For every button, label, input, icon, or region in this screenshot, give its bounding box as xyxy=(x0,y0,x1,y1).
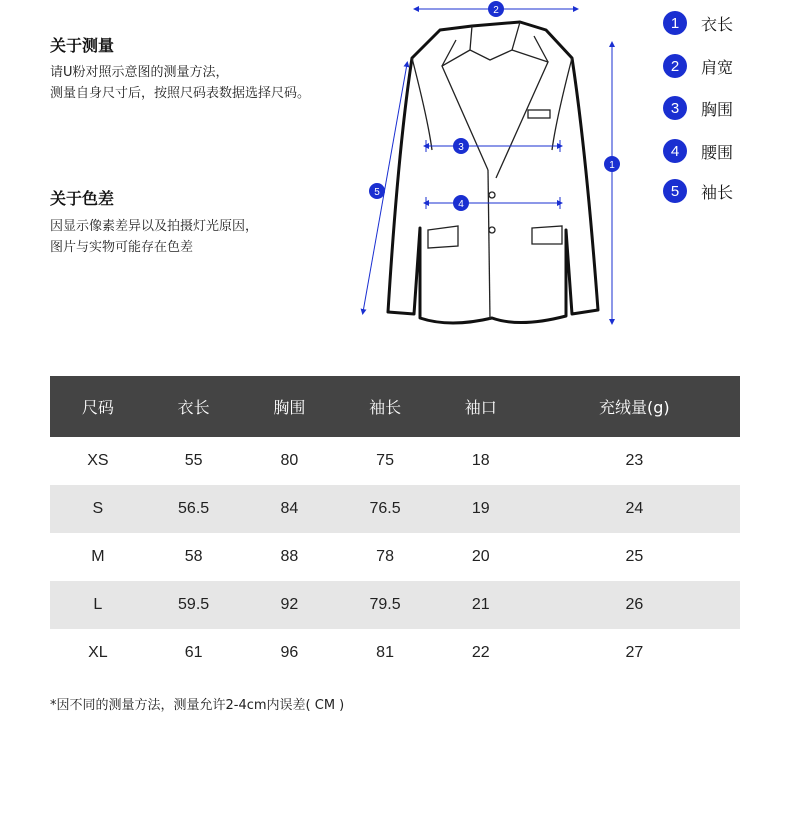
legend-label: 胸围 xyxy=(701,99,734,119)
legend-item-chest xyxy=(663,96,733,120)
legend-label: 袖长 xyxy=(701,182,734,202)
marker-3: 3 xyxy=(458,142,464,153)
table-row xyxy=(50,629,740,677)
marker-1: 1 xyxy=(609,160,615,171)
header-sleeve: 袖长 xyxy=(337,376,433,437)
table-cell: 75 xyxy=(376,452,394,469)
legend-item-sleeve xyxy=(663,179,733,203)
legend-label: 衣长 xyxy=(701,14,734,34)
table-cell: 22 xyxy=(471,644,490,661)
color-diff-line-1: 因显示像素差异以及拍摄灯光原因， xyxy=(50,219,259,234)
measurement-note: *因不同的测量方法，测量允许2-4cm内误差( CM ) xyxy=(50,698,345,713)
table-cell: 76.5 xyxy=(337,485,433,533)
table-cell: 96 xyxy=(280,644,299,661)
header-cuff: 袖口 xyxy=(433,376,529,437)
table-cell: 20 xyxy=(471,548,490,565)
table-cell: 92 xyxy=(241,581,337,629)
header-chest: 胸围 xyxy=(241,376,337,437)
legend-num: 4 xyxy=(663,139,687,163)
table-header-row xyxy=(50,376,740,437)
legend-num: 1 xyxy=(663,11,687,35)
header-size: 尺码 xyxy=(50,376,146,437)
table-cell: 80 xyxy=(280,452,299,469)
table-cell: XS xyxy=(87,452,109,469)
measure-text xyxy=(50,62,310,104)
table-cell: 59.5 xyxy=(146,581,242,629)
header-down-fill: 充绒量(g) xyxy=(529,376,740,437)
jacket-outline xyxy=(388,22,598,323)
table-row xyxy=(50,581,740,629)
table-row xyxy=(50,485,740,533)
table-cell: 88 xyxy=(280,548,299,565)
legend-num: 5 xyxy=(663,179,687,203)
table-cell: 26 xyxy=(529,581,740,629)
table-cell: 24 xyxy=(529,485,740,533)
table-cell: 79.5 xyxy=(337,581,433,629)
color-diff-title: 关于色差 xyxy=(50,189,115,208)
table-cell: 78 xyxy=(376,548,394,565)
marker-4: 4 xyxy=(458,199,464,210)
table-cell: 84 xyxy=(241,485,337,533)
color-diff-line-2: 图片与实物可能存在色差 xyxy=(50,240,194,255)
table-cell: 21 xyxy=(433,581,529,629)
marker-5: 5 xyxy=(374,187,380,198)
color-diff-text xyxy=(50,216,258,258)
table-cell: 61 xyxy=(184,644,203,661)
table-cell: M xyxy=(91,548,105,565)
table-cell: 23 xyxy=(625,452,644,469)
legend-label: 肩宽 xyxy=(701,57,734,77)
table-row xyxy=(50,533,740,581)
table-cell: 27 xyxy=(625,644,644,661)
table-cell: XL xyxy=(88,644,108,661)
marker-2: 2 xyxy=(493,5,499,16)
legend-num: 2 xyxy=(663,54,687,78)
table-cell: 55 xyxy=(184,452,203,469)
table-cell: 19 xyxy=(433,485,529,533)
table-cell: 18 xyxy=(471,452,490,469)
table-cell: 25 xyxy=(625,548,644,565)
size-table xyxy=(50,376,740,677)
header-length: 衣长 xyxy=(146,376,242,437)
table-cell: S xyxy=(50,485,146,533)
table-cell: L xyxy=(50,581,146,629)
table-row xyxy=(50,437,740,485)
legend-item-length xyxy=(663,11,733,35)
table-cell: 56.5 xyxy=(146,485,242,533)
measure-line-2: 测量自身尺寸后，按照尺码表数据选择尺码。 xyxy=(50,86,311,101)
jacket-diagram xyxy=(355,0,625,336)
legend-num: 3 xyxy=(663,96,687,120)
measure-line-1: 请U粉对照示意图的测量方法， xyxy=(50,65,229,80)
table-cell: 81 xyxy=(376,644,394,661)
legend-item-waist xyxy=(663,139,733,163)
legend-label: 腰围 xyxy=(701,142,734,162)
table-cell: 58 xyxy=(184,548,203,565)
measure-title: 关于测量 xyxy=(50,36,115,55)
legend-item-shoulder xyxy=(663,54,733,78)
